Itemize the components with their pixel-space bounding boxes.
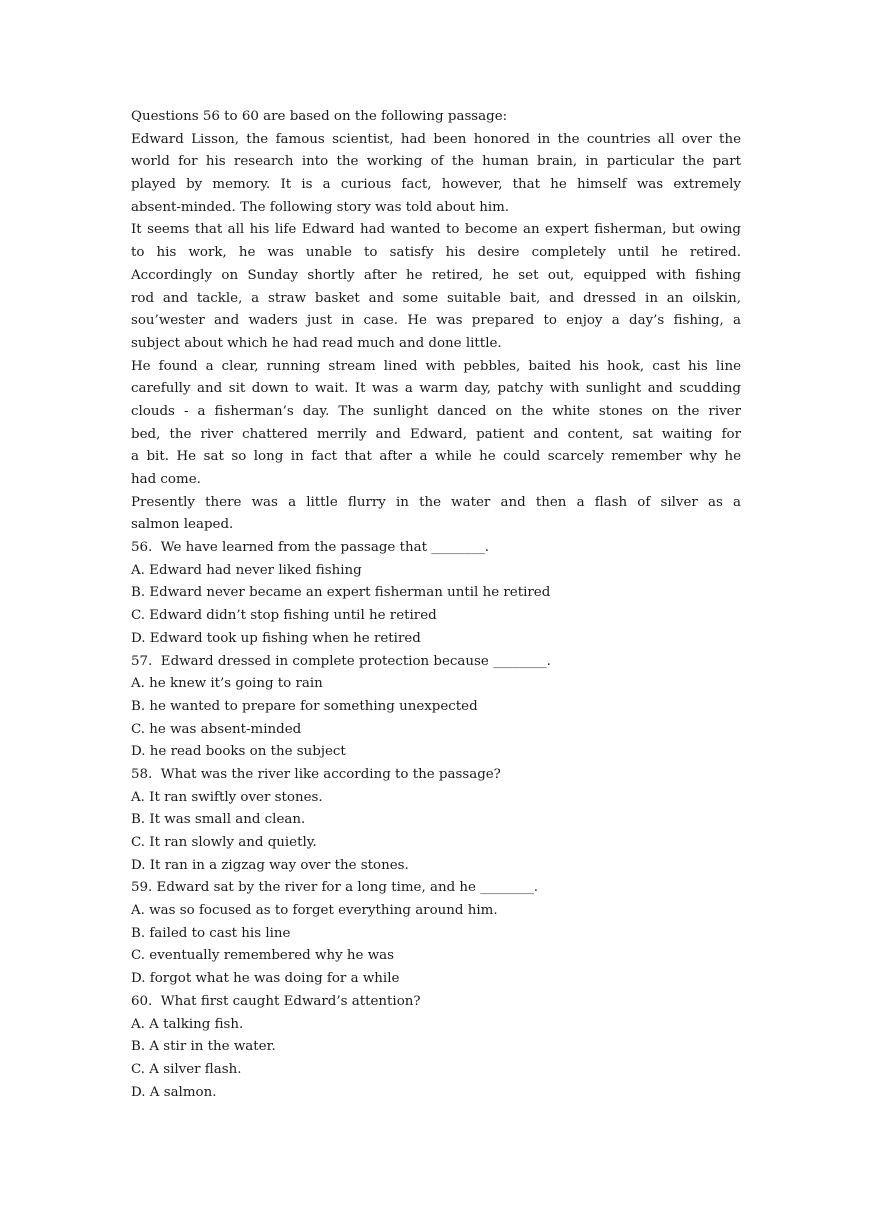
answer-option-c: C. It ran slowly and quietly. bbox=[131, 835, 317, 850]
passage-line: world for his research into the working of the human brain, in particular the part bbox=[131, 154, 741, 170]
answer-option-d: D. A salmon. bbox=[131, 1084, 217, 1100]
passage-line: carefully and sit down to wait. It was a warm day, patchy with sunlight and scudding bbox=[131, 381, 741, 397]
answer-option-c: C. Edward didn’t stop fishing until he retired bbox=[131, 608, 437, 624]
question-59 bbox=[131, 877, 741, 990]
answer-option-b: B. A stir in the water. bbox=[131, 1039, 276, 1055]
answer-option-c: C. he was absent-minded bbox=[131, 721, 302, 737]
answer-option-b: B. he wanted to prepare for something unexpected bbox=[131, 698, 478, 714]
passage-line: It seems that all his life Edward had wanted to become an expert fisherman, but owing bbox=[131, 222, 741, 238]
answer-option-d: D. forgot what he was doing for a while bbox=[131, 971, 400, 987]
answer-option-b: B. Edward never became an expert fisherman until he retired bbox=[131, 585, 551, 601]
passage-line: absent-minded. The following story was told about him. bbox=[131, 199, 510, 215]
passage-paragraph-2 bbox=[131, 219, 741, 355]
passage-line: Accordingly on Sunday shortly after he retired, he set out, equipped with fishing bbox=[131, 267, 741, 283]
answer-option-c: C. eventually remembered why he was bbox=[131, 948, 395, 964]
answer-option-d: D. It ran in a zigzag way over the stones. bbox=[131, 857, 409, 873]
question-stem: 58. What was the river like according to the passage? bbox=[131, 766, 501, 782]
passage-line: salmon leaped. bbox=[131, 517, 234, 533]
question-stem: 60. What first caught Edward’s attention? bbox=[131, 993, 421, 1009]
passage-line: played by memory. It is a curious fact, however, that he himself was extremely bbox=[131, 177, 741, 193]
answer-option-a: A. he knew it’s going to rain bbox=[131, 676, 323, 692]
passage-paragraph-1 bbox=[131, 129, 741, 220]
answer-option-d: D. he read books on the subject bbox=[131, 744, 346, 760]
passage-line: bed, the river chattered merrily and Edward, patient and content, sat waiting for bbox=[131, 426, 741, 442]
answer-option-a: A. A talking fish. bbox=[131, 1016, 244, 1032]
answer-option-b: B. It was small and clean. bbox=[131, 812, 306, 828]
intro-line: Questions 56 to 60 are based on the following passage: bbox=[131, 109, 508, 124]
question-58 bbox=[131, 764, 741, 877]
question-stem: 56. We have learned from the passage that ________. bbox=[131, 540, 490, 556]
question-57 bbox=[131, 651, 741, 764]
passage-line: sou’wester and waders just in case. He was prepared to enjoy a day’s fishing, a bbox=[131, 313, 741, 329]
passage-line: clouds - a fisherman’s day. The sunlight danced on the white stones on the river bbox=[131, 403, 741, 419]
question-60 bbox=[131, 991, 741, 1104]
passage bbox=[131, 129, 741, 537]
question-stem: 57. Edward dressed in complete protection because ________. bbox=[131, 653, 551, 669]
passage-line: Presently there was a little flurry in the water and then a flash of silver as a bbox=[131, 494, 741, 510]
passage-line: rod and tackle, a straw basket and some suitable bait, and dressed in an oilskin, bbox=[131, 290, 741, 306]
answer-option-a: A. Edward had never liked fishing bbox=[131, 562, 362, 578]
passage-paragraph-3 bbox=[131, 356, 741, 492]
answer-option-c: C. A silver flash. bbox=[131, 1061, 242, 1077]
answer-option-a: A. It ran swiftly over stones. bbox=[131, 789, 323, 805]
question-56 bbox=[131, 537, 741, 650]
answer-option-b: B. failed to cast his line bbox=[131, 925, 291, 941]
passage-line: Edward Lisson, the famous scientist, had been honored in the countries all over the bbox=[131, 131, 741, 147]
passage-line: to his work, he was unable to satisfy his desire completely until he retired. bbox=[131, 245, 741, 261]
passage-line: He found a clear, running stream lined with pebbles, baited his hook, cast his line bbox=[131, 358, 741, 374]
passage-line: a bit. He sat so long in fact that after a while he could scarcely remember why he bbox=[131, 449, 741, 465]
passage-paragraph-4 bbox=[131, 492, 741, 537]
document-page bbox=[131, 106, 741, 1104]
question-stem: 59. Edward sat by the river for a long time, and he ________. bbox=[131, 880, 539, 896]
passage-line: subject about which he had read much and done little. bbox=[131, 335, 502, 351]
passage-line: had come. bbox=[131, 472, 201, 487]
answer-option-a: A. was so focused as to forget everything around him. bbox=[131, 903, 498, 919]
answer-option-d: D. Edward took up fishing when he retired bbox=[131, 630, 421, 646]
